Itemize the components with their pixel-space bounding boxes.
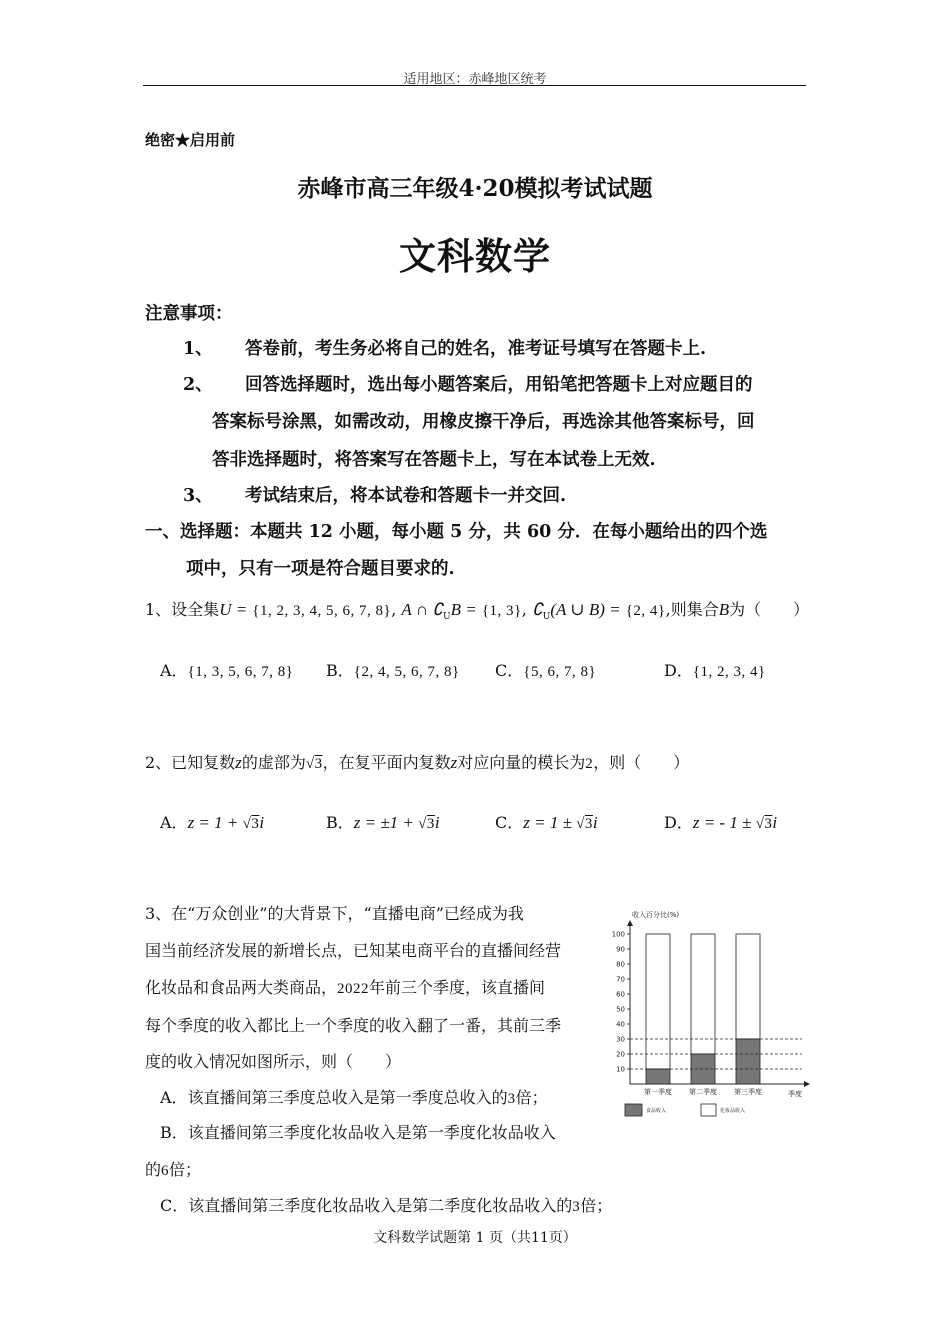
chart-y-tick-label: 80 [616,960,625,969]
q2-option-c-sqrt: √3 [576,816,593,832]
note-3-text: 考试结束后，将本试卷和答题卡一并交回. [245,486,567,506]
chart-y-tick-label: 40 [616,1020,625,1029]
q2-option-b-post: i [434,813,440,832]
q2-sqrt-radicand: 3 [314,756,323,772]
q1-A-expr: A ∩ ∁ [401,600,444,619]
q2-z1: z [235,753,242,772]
q2-option-d-label: D． [664,813,693,832]
chart-legend-swatch-cosmetics [701,1104,716,1116]
q2-option-c[interactable] [495,810,598,833]
q2-option-b-sqrt: √3 [418,816,435,832]
q3-option-a-tail: 倍； [515,1088,548,1107]
q1-option-d-value: {1, 2, 3, 4} [692,664,766,680]
q1-sep2: , [521,600,527,619]
q1-tail: 为（ ） [729,600,810,619]
q2-option-a-sqrt: √3 [242,816,260,832]
chart-x-axis-label: 季度 [788,1090,802,1098]
notes-heading: 注意事项： [145,304,233,324]
q1-option-c[interactable] [495,658,596,681]
q2-option-d-pre: z = - 1 ± [692,813,756,832]
header-region: 适用地区：赤峰地区统考 [403,72,547,87]
q1-option-c-value: {5, 6, 7, 8} [523,664,597,680]
q1-C-set: {2, 4} [625,603,666,619]
q3-option-b-tail: 倍； [169,1160,202,1179]
q2-option-a[interactable] [160,810,264,833]
q1-A-expr2: B = [450,600,477,619]
note-2-number: 2、 [183,375,213,395]
chart-x-tick-label: 第一季度 [644,1088,672,1096]
q1-option-c-label: C． [495,661,524,680]
note-2-text-line2: 答案标号涂黑，如需改动，用橡皮擦干净后，再选涂其他答案标号，回 [212,412,755,432]
q2-option-b[interactable] [326,810,440,833]
q1-option-a-value: {1, 3, 5, 6, 7, 8} [187,664,294,680]
page-footer: 文科数学试题第 1 页（共11页） [373,1230,577,1246]
q1-C-expr2: (A ∪ B) = [550,600,621,619]
q3-option-b-num: 6 [161,1163,170,1179]
note-2-text-line1: 回答选择题时，选出每小题答案后，用铅笔把答题卡上对应题目的 [245,375,753,395]
q3-option-b-label: B． [160,1123,188,1142]
section1-line1: 一、选择题：本题共 12 小题，每小题 5 分，共 60 分．在每小题给出的四个选 [145,522,768,542]
chart-legend-label-cosmetics: 化妆品收入 [720,1108,746,1114]
exam-title: 赤峰市高三年级4·20模拟考试试题 [297,175,653,202]
q2-option-b-label: B． [326,813,354,832]
q2-z2: z [450,753,458,772]
note-1-text: 答卷前，考生务必将自己的姓名，准考证号填写在答题卡上. [245,339,707,359]
chart-y-axis-label: 收入百分比(%) [632,911,680,919]
q3-option-a-num: 3 [507,1091,516,1107]
q2-p3: ，在复平面内复数 [322,753,451,772]
q2-option-a-pre: z = 1 + [187,813,243,832]
q1-option-b[interactable] [326,658,460,681]
note-1-number: 1、 [183,339,213,359]
q1-suffix: ,则集合 [665,600,719,619]
chart-y-tick-label: 90 [616,945,625,954]
q2-p5: ，则（ ） [593,753,690,772]
q1-B-var: B [718,600,730,619]
note-2-text-line3: 答非选择题时，将答案写在答题卡上，写在本试卷上无效. [212,450,656,470]
q2-p2: 的虚部为 [241,753,306,772]
q1-C-expr: ∁ [531,600,543,619]
q3-line3-b: 年前三个季度，该直播间 [369,978,546,997]
chart-x-axis-arrow [804,1081,810,1087]
chart-y-tick-label: 70 [616,975,625,984]
q3-line3 [145,975,545,998]
q2-option-c-label: C． [495,813,524,832]
q1-U-set: {1, 2, 3, 4, 5, 6, 7, 8} [252,603,392,619]
q3-option-c-label: C． [160,1196,189,1215]
header-divider [143,85,806,86]
q1-C-sub: U [542,612,551,623]
chart-bar-cosmetics [736,934,760,1039]
q2-option-c-rad: 3 [584,816,593,832]
chart-bar-cosmetics [691,934,715,1054]
q3-option-b[interactable] [160,1120,556,1143]
q2-option-d-sqrt: √3 [755,816,773,832]
q1-option-b-label: B． [326,661,354,680]
chart-y-tick-label: 20 [616,1050,625,1059]
q3-line3-a: 化妆品和食品两大类商品， [145,978,338,997]
chart-y-axis-arrow [627,920,633,926]
q3-option-b-cont [145,1157,201,1180]
note-3-number: 3、 [183,486,213,506]
q3-line2: 国当前经济发展的新增长点，已知某电商平台的直播间经营 [145,941,562,960]
q2-p4: 对应向量的模长为 [457,753,586,772]
q1-option-d[interactable] [664,658,766,681]
chart-x-tick-label: 第二季度 [689,1088,717,1096]
q2-option-a-label: A． [160,813,188,832]
q2-stem [145,750,689,773]
q2-modulus: 2 [585,756,594,772]
chart-y-tick-label: 60 [616,990,625,999]
chart-y-tick-label: 100 [611,930,625,939]
q2-option-a-post: i [259,813,265,832]
q3-option-c-num: 3 [572,1199,581,1215]
chart-y-tick-label: 10 [616,1065,625,1074]
q3-option-b-line2: 的 [145,1160,162,1179]
q3-line5: 度的收入情况如图所示，则（ ） [145,1052,402,1071]
q1-U-expr: U = [219,600,248,619]
q3-year: 2022 [337,981,370,997]
q1-sep1: , [391,600,397,619]
q2-option-c-post: i [592,813,598,832]
secret-label: 绝密★启用前 [145,131,236,149]
q2-p1: 2、已知复数 [145,753,236,772]
q3-option-c[interactable] [160,1193,612,1216]
chart-y-tick-label: 30 [616,1035,625,1044]
q1-option-d-label: D． [664,661,693,680]
q1-A-sub: U [443,612,451,623]
section1-line2: 项中，只有一项是符合题目要求的. [186,559,455,579]
q3-option-a-text: 该直播间第三季度总收入是第一季度总收入的 [187,1088,508,1107]
q1-option-a-label: A． [160,661,188,680]
q1-option-b-value: {2, 4, 5, 6, 7, 8} [353,664,460,680]
q1-option-a[interactable] [160,658,293,681]
q3-option-c-text: 该直播间第三季度化妆品收入是第二季度化妆品收入的 [188,1196,573,1215]
q2-option-c-pre: z = 1 ± [523,813,577,832]
q1-A-set: {1, 3} [481,603,522,619]
q3-option-b-text: 该直播间第三季度化妆品收入是第一季度化妆品收入 [187,1123,556,1142]
q3-line1: 3、在“万众创业”的大背景下，“直播电商”已经成为我 [145,904,524,923]
q3-line4: 每个季度的收入都比上一个季度的收入翻了一番，其前三季 [145,1016,562,1035]
chart-legend-label-food: 食品收入 [646,1108,667,1114]
q2-option-d[interactable] [664,810,777,833]
q3-option-c-tail: 倍； [580,1196,613,1215]
q2-option-d-post: i [772,813,778,832]
q1-prefix: 1、设全集 [145,600,220,619]
chart-bar-food [646,1069,670,1084]
income-stacked-bar-chart [608,900,813,1125]
q2-option-d-rad: 3 [764,816,773,832]
q2-option-a-rad: 3 [251,816,260,832]
q1-stem [145,597,809,622]
subject-title: 文科数学 [399,234,551,278]
q2-sqrt: √3 [305,756,323,772]
chart-legend-swatch-food [625,1104,642,1116]
q3-option-a[interactable] [160,1085,548,1108]
q2-option-b-pre: z = ±1 + [353,813,419,832]
q2-option-b-rad: 3 [426,816,435,832]
q3-option-a-label: A． [160,1088,188,1107]
chart-bar-food [736,1039,760,1084]
chart-bar-cosmetics [646,934,670,1069]
chart-x-tick-label: 第三季度 [734,1088,762,1096]
chart-y-tick-label: 50 [616,1005,625,1014]
